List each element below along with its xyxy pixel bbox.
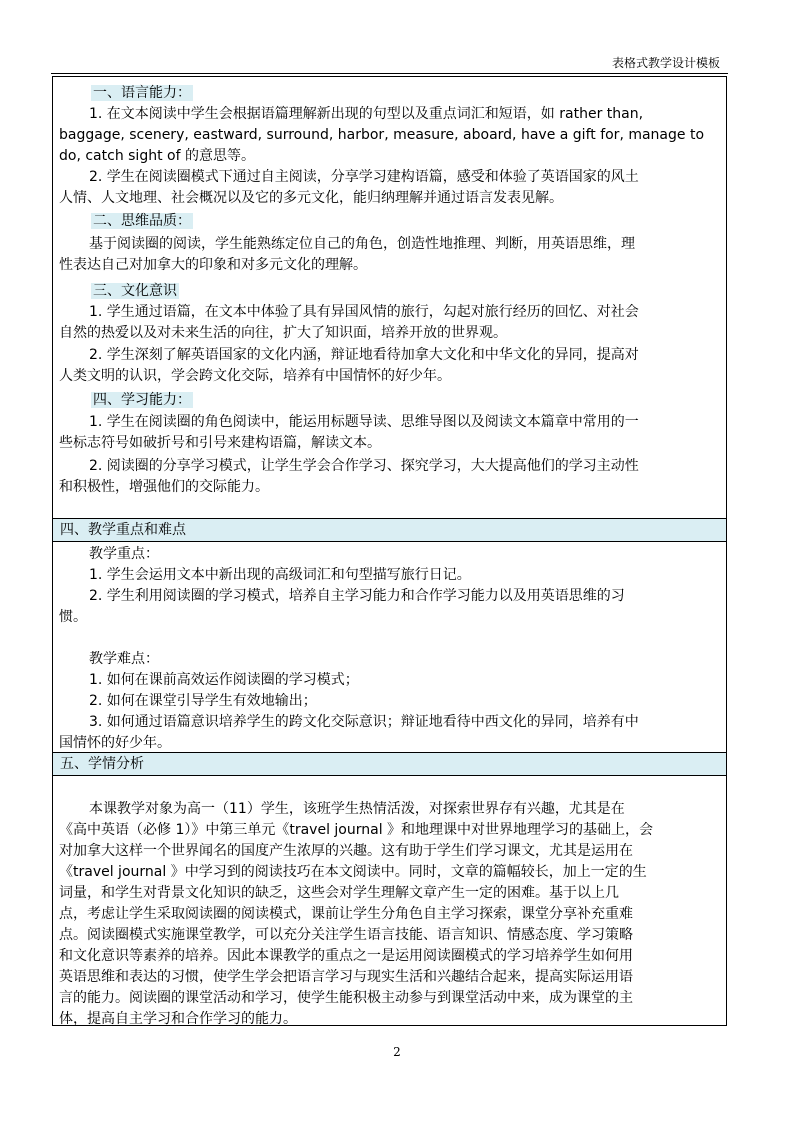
- focus-key-label: 教学重点：: [89, 546, 159, 562]
- header-title: 表格式教学设计模板: [611, 56, 720, 70]
- analysis-line-1: 本课教学对象为高一（11）学生，该班学生热情活泼，对探索世界存有兴趣，尤其是在: [89, 801, 625, 817]
- analysis-line-6: 点，考虑让学生采取阅读圈的阅读模式，课前让学生分角色自主学习探索，课堂分享补充重难: [59, 906, 633, 922]
- section-bar-analysis: [53, 752, 726, 776]
- analysis-line-5: 词量，和学生对背景文化知识的缺乏，这些会对学生理解文章产生一定的困难。基于以上几: [59, 885, 619, 901]
- heading-language: 一、语言能力：: [93, 85, 191, 101]
- learning-p2-line2: 和积极性，增强他们的交际能力。: [59, 479, 269, 495]
- analysis-line-10: 言的能力。阅读圈的课堂活动和学习，使学生能积极主动参与到课堂活动中来，成为课堂的主: [59, 990, 633, 1006]
- culture-p2-line1: 2. 学生深刻了解英语国家的文化内涵，辩证地看待加拿大文化和中华文化的异同，提高对: [89, 347, 639, 363]
- analysis-line-2: 《高中英语（必修 1）》中第三单元《travel journal 》和地理课中对世界地理学习的基础上，会: [59, 822, 654, 838]
- focus-title: 四、教学重点和难点: [60, 522, 186, 538]
- focus-diff-3-line2: 国情怀的好少年。: [59, 735, 171, 751]
- focus-key-2-line1: 2. 学生利用阅读圈的学习模式，培养自主学习能力和合作学习能力以及用英语思维的习: [89, 588, 625, 604]
- analysis-title: 五、学情分析: [60, 756, 144, 772]
- focus-diff-1: 1. 如何在课前高效运作阅读圈的学习模式；: [89, 672, 359, 688]
- thinking-p1-line1: 基于阅读圈的阅读，学生能熟练定位自己的角色，创造性地推理、判断，用英语思维，理: [89, 236, 635, 252]
- section-bar-focus: [53, 518, 726, 542]
- lesson-plan-table: [52, 76, 727, 1026]
- page-number: 2: [393, 1045, 401, 1059]
- focus-key-1: 1. 学生会运用文本中新出现的高级词汇和句型描写旅行日记。: [89, 567, 471, 583]
- thinking-p1-line2: 性表达自己对加拿大的印象和对多元文化的理解。: [59, 257, 367, 273]
- analysis-line-3: 对加拿大这样一个世界闻名的国度产生浓厚的兴趣。这有助于学生们学习课文，尤其是运用在: [59, 843, 633, 859]
- focus-key-2-line2: 惯。: [59, 609, 87, 625]
- culture-p1-line1: 1. 学生通过语篇，在文本中体验了具有异国风情的旅行，勾起对旅行经历的回忆、对社会: [89, 304, 639, 320]
- culture-p2-line2: 人类文明的认识，学会跨文化交际，培养有中国情怀的好少年。: [59, 368, 451, 384]
- header-rule: [51, 73, 728, 74]
- heading-thinking: 二、思维品质：: [93, 213, 191, 229]
- analysis-line-8: 和文化意识等素养的培养。因此本课教学的重点之一是运用阅读圈模式的学习培养学生如何用: [59, 948, 633, 964]
- heading-culture: 三、文化意识: [93, 283, 177, 299]
- language-p2-line2: 人情、人文地理、社会概况以及它的多元文化，能归纳理解并通过语言发表见解。: [59, 190, 563, 206]
- learning-p1-line1: 1. 学生在阅读圈的角色阅读中，能运用标题导读、思维导图以及阅读文本篇章中常用的一: [89, 414, 639, 430]
- culture-p1-line2: 自然的热爱以及对未来生活的向往，扩大了知识面，培养开放的世界观。: [59, 325, 507, 341]
- heading-learning: 四、学习能力：: [93, 392, 191, 408]
- analysis-line-7: 点。阅读圈模式实施课堂教学，可以充分关注学生语言技能、语言知识、情感态度、学习策略: [59, 927, 633, 943]
- language-p1-line3: do, catch sight of 的意思等。: [59, 148, 255, 164]
- language-p1-line1: 1. 在文本阅读中学生会根据语篇理解新出现的句型以及重点词汇和短语，如 rather than,: [89, 106, 644, 122]
- focus-diff-label: 教学难点：: [89, 651, 159, 667]
- focus-diff-3-line1: 3. 如何通过语篇意识培养学生的跨文化交际意识；辩证地看待中西文化的异同，培养有中: [89, 714, 639, 730]
- analysis-line-11: 体，提高自主学习和合作学习的能力。: [59, 1011, 297, 1027]
- learning-p2-line1: 2. 阅读圈的分享学习模式，让学生学会合作学习、探究学习，大大提高他们的学习主动性: [89, 458, 639, 474]
- language-p1-line2: baggage, scenery, eastward, surround, harbor, measure, aboard, have a gift for, manage to: [59, 127, 705, 143]
- learning-p1-line2: 些标志符号如破折号和引号来建构语篇，解读文本。: [59, 435, 381, 451]
- focus-diff-2: 2. 如何在课堂引导学生有效地输出；: [89, 693, 317, 709]
- language-p2-line1: 2. 学生在阅读圈模式下通过自主阅读，分享学习建构语篇，感受和体验了英语国家的风土: [89, 169, 639, 185]
- analysis-line-9: 英语思维和表达的习惯，使学生学会把语言学习与现实生活和兴趣结合起来，提高实际运用语: [59, 969, 633, 985]
- analysis-line-4: 《travel journal 》中学习到的阅读技巧在本文阅读中。同时，文章的篇幅较长，加上一定的生: [59, 864, 647, 880]
